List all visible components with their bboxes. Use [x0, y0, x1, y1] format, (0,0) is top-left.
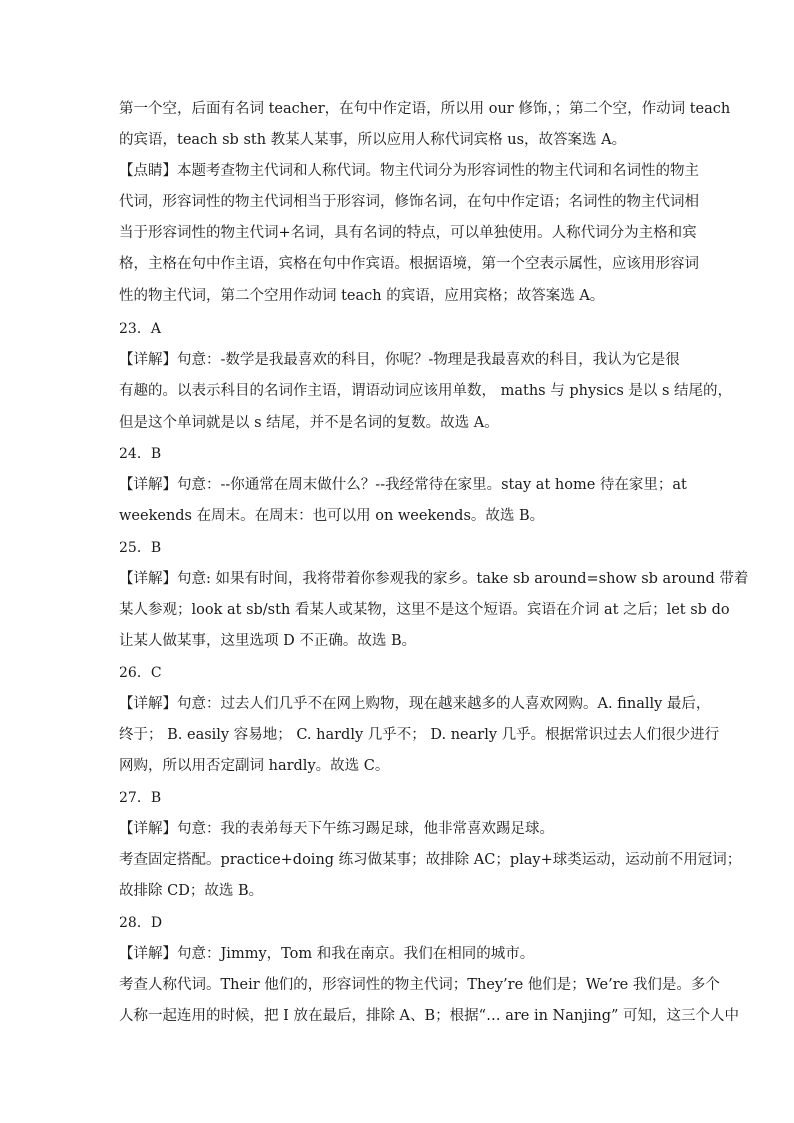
text-line: 【详解】句意：Jimmy，Tom 和我在南京。我们在相同的城市。	[119, 946, 535, 962]
question-number: 24．B	[119, 446, 162, 462]
text-line: 终于； B. easily 容易地； C. hardly 几乎不； D. nearly 几乎。根据常识过去人们很少进行	[119, 727, 720, 743]
text-line: 当于形容词性的物主代词+名词，具有名词的特点，可以单独使用。人称代词分为主格和宾	[119, 225, 697, 241]
text-line: 但是这个单词就是以 s 结尾，并不是名词的复数。故选 A。	[119, 415, 499, 431]
text-line: 让某人做某事，这里选项 D 不正确。故选 B。	[119, 633, 417, 649]
text-line: 代词，形容词性的物主代词相当于形容词，修饰名词，在句中作定语；名词性的物主代词相	[119, 194, 699, 210]
text-line: 【详解】句意：--你通常在周末做什么？--我经常待在家里。stay at home 待在家里；at	[119, 477, 687, 493]
text-line: 【详解】句意：过去人们几乎不在网上购物，现在越来越多的人喜欢网购。A. finally 最后，	[119, 696, 711, 712]
text-line: 性的物主代词，第二个空用作动词 teach 的宾语，应用宾格；故答案选 A。	[119, 288, 605, 304]
text-line: 有趣的。以表示科目的名词作主语，谓语动词应该用单数， maths 与 physics 是以 s 结尾的，	[119, 383, 733, 399]
text-line: 某人参观；look at sb/sth 看某人或某物，这里不是这个短语。宾语在介词 at 之后；let sb do	[119, 602, 730, 618]
text-line: 故排除 CD；故选 B。	[119, 883, 264, 899]
text-line: 网购，所以用否定副词 hardly。故选 C。	[119, 758, 390, 774]
text-line: 【详解】句意：-数学是我最喜欢的科目，你呢？-物理是我最喜欢的科目，我认为它是很	[119, 352, 680, 368]
question-number: 25．B	[119, 540, 162, 556]
question-number: 28．D	[119, 915, 163, 931]
question-number: 26．C	[119, 665, 162, 681]
text-line: 人称一起连用的时候，把 I 放在最后，排除 A、B；根据“… are in Nanjing” 可知，这三个人中	[119, 1008, 739, 1024]
text-line: 【详解】句意: 如果有时间，我将带着你参观我的家乡。take sb around=show sb around 带着	[119, 571, 749, 587]
text-line: 考查固定搭配。practice+doing 练习做某事；故排除 AC；play+球类运动，运动前不用冠词；	[119, 852, 742, 868]
text-line: 【点睛】本题考查物主代词和人称代词。物主代词分为形容词性的物主代词和名词性的物主	[119, 163, 699, 179]
text-line: weekends 在周末。在周末：也可以用 on weekends。故选 B。	[119, 508, 545, 524]
question-number: 23．A	[119, 321, 161, 337]
text-line: 第一个空，后面有名词 teacher，在句中作定语，所以用 our 修饰，；第二个空，作动词 teach	[119, 101, 731, 117]
text-line: 考查人称代词。Their 他们的，形容词性的物主代词；They’re 他们是；We’re 我们是。多个	[119, 977, 720, 993]
question-number: 27．B	[119, 790, 162, 806]
text-line: 格，主格在句中作主语，宾格在句中作宾语。根据语境，第一个空表示属性，应该用形容词	[119, 256, 699, 272]
text-line: 的宾语，teach sb sth 教某人某事，所以应用人称代词宾格 us，故答案选 A。	[119, 132, 627, 148]
text-line: 【详解】句意：我的表弟每天下午练习踢足球，他非常喜欢踢足球。	[119, 821, 554, 837]
